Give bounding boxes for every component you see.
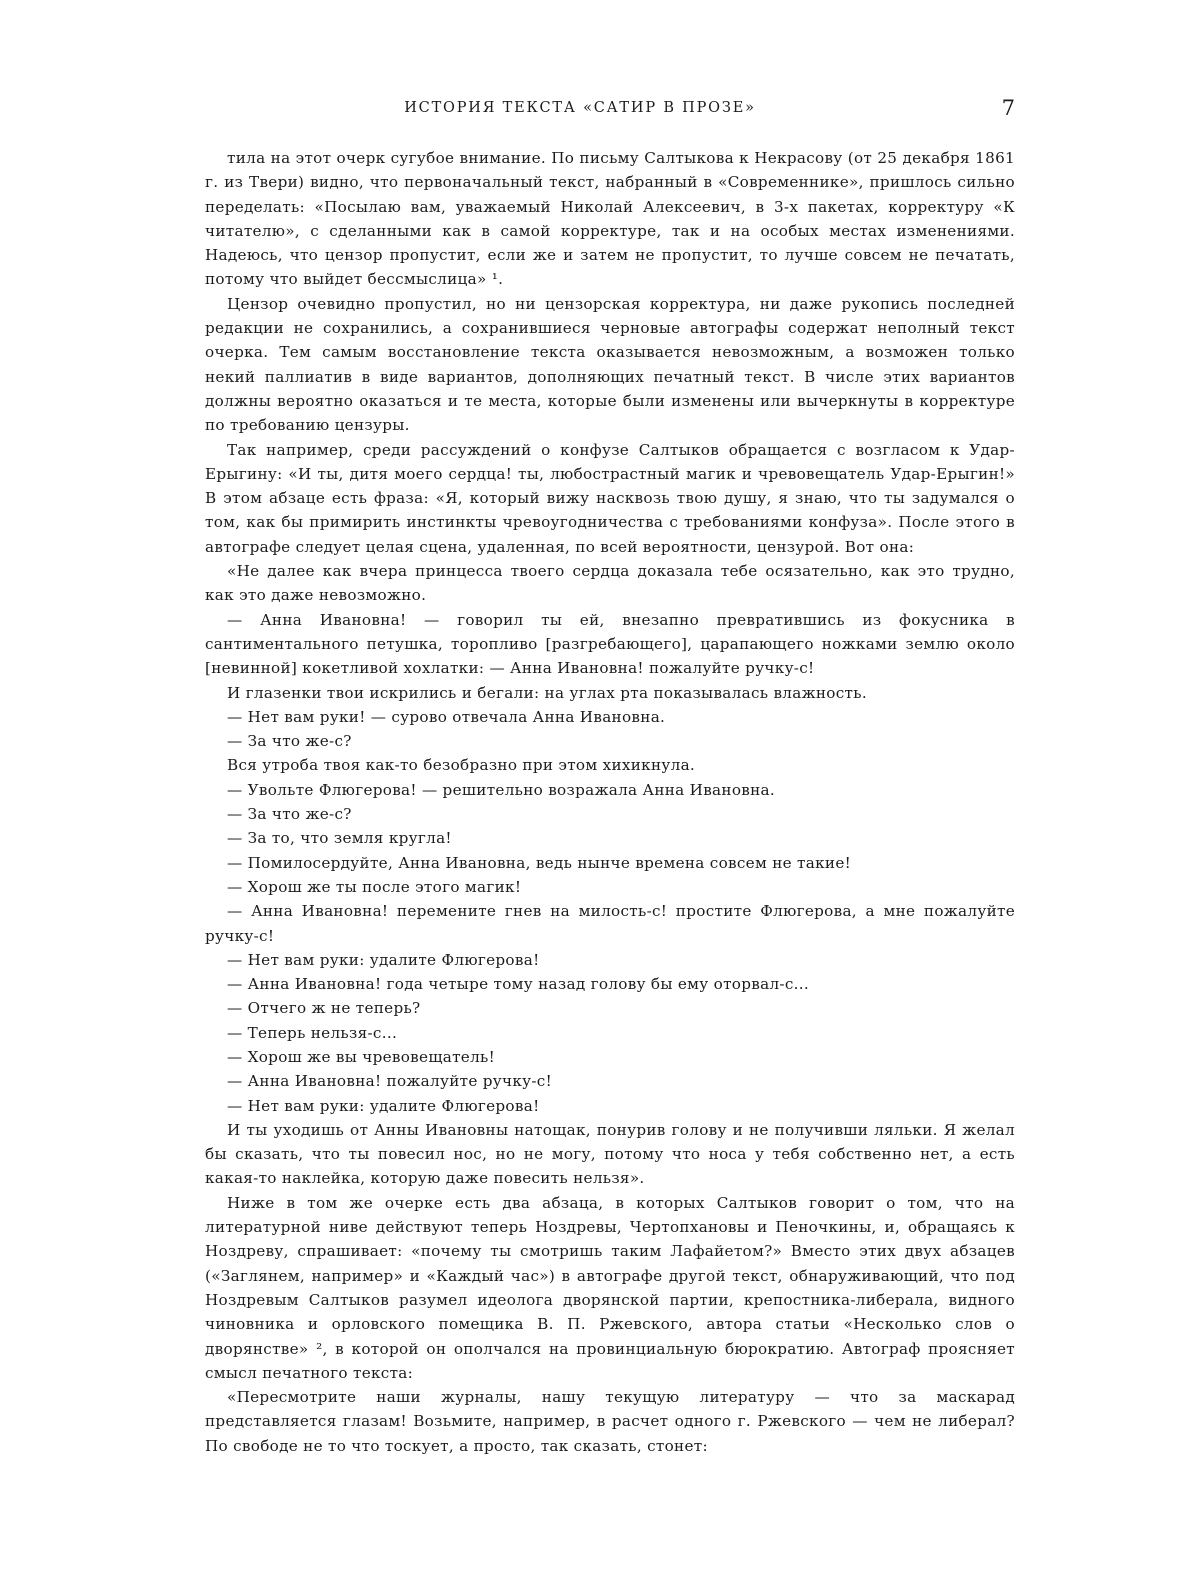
paragraph-4: «Не далее как вчера принцесса твоего сердца доказала тебе осязательно, как это трудно, как это даже невозможно. <box>205 562 1015 605</box>
dialogue-line: — Теперь нельзя-с... <box>227 1023 398 1042</box>
dialogue-line: И глазенки твои искрились и бегали: на углах рта показывалась влажность. <box>227 683 867 702</box>
paragraph-6: Ниже в том же очерке есть два абзаца, в которых Салтыков говорит о том, что на литературной ниве действуют теперь Ноздревы, Чертопхановы и Пеночкины, и, обращаясь к Ноздреву, спрашивает: «почему ты смотришь таким Лафайетом?» Вместо этих двух абзацев («Заглянем, например» и «Каждый час») в автографе другой текст, обнаруживающий, что под Ноздревым Салтыков разумел идеолога дворянской партии, крепостника-либерала, видного чиновника и орловского помещика В. П. Ржевского, автора статьи «Несколько слов о дворянстве» ², в которой он ополчался на провинциальную бюрократию. Автограф проясняет смысл печатного текста: <box>205 1193 1015 1382</box>
dialogue-line: — Нет вам руки: удалите Флюгерова! <box>227 950 540 969</box>
dialogue-line: — Анна Ивановна! перемените гнев на милость-с! простите Флюгерова, а мне пожалуйте ручку-с! <box>205 902 1015 945</box>
dialogue-line: — Анна Ивановна! пожалуйте ручку-с! <box>227 1072 553 1091</box>
dialogue-line: — За что же-с? <box>227 805 352 824</box>
dialogue-line: — Отчего ж не теперь? <box>227 999 421 1018</box>
dialogue-line: — Хорош же ты после этого магик! <box>227 877 522 896</box>
dialogue-line: — Хорош же вы чревовещатель! <box>227 1047 496 1066</box>
dialogue-line: — Анна Ивановна! года четыре тому назад голову бы ему оторвал-с... <box>227 975 810 994</box>
paragraph-3: Так например, среди рассуждений о конфузе Салтыков обращается с возгласом к Удар-Ерыгину: «И ты, дитя моего сердца! ты, любострастный магик и чревовещатель Удар-Ерыгин!» В этом абзаце есть фраза: «Я, который вижу насквозь твою душу, я знаю, что ты задумался о том, как бы примирить инстинкты чревоугодничества с требованиями конфуза». После этого в автографе следует целая сцена, удаленная, по всей вероятности, цензурой. Вот она: <box>205 440 1015 556</box>
paragraph-2: Цензор очевидно пропустил, но ни цензорская корректура, ни даже рукопись последней редакции не сохранились, а сохранившиеся черновые автографы содержат неполный текст очерка. Тем самым восстановление текста оказывается невозможным, а возможен только некий паллиатив в виде вариантов, дополняющих печатный текст. В числе этих вариантов должны вероятно оказаться и те места, которые были изменены или вычеркнуты в корректуре по требованию цензуры. <box>205 294 1015 435</box>
dialogue-line: — Нет вам руки: удалите Флюгерова! <box>227 1096 540 1115</box>
running-head-title: ИСТОРИЯ ТЕКСТА «САТИР В ПРОЗЕ» <box>404 100 756 116</box>
dialogue-line: Вся утроба твоя как-то безобразно при этом хихикнула. <box>227 756 696 775</box>
paragraph-1: тила на этот очерк сугубое внимание. По письму Салтыкова к Некрасову (от 25 декабря 1861 г. из Твери) видно, что первоначальный текст, набранный в «Современнике», пришлось сильно переделать: «Посылаю вам, уважаемый Николай Алексеевич, в 3-х пакетах, корректуру «К читателю», с сделанными как в самой корректуре, так и на особых местах изменениями. Надеюсь, что цензор пропустит, если же и затем не пропустит, то лучше совсем не печатать, потому что выйдет бессмыслица» ¹. <box>205 149 1015 289</box>
running-head <box>205 96 1015 126</box>
page-number: 7 <box>1001 96 1015 120</box>
dialogue-line: — За что же-с? <box>227 732 352 751</box>
page-body <box>205 146 1015 1458</box>
dialogue-line: — Анна Ивановна! — говорил ты ей, внезапно превратившись из фокусника в сантиментального петушка, торопливо [разгребающего], царапающего ножками землю около [невинной] кокетливой хохлатки: — Анна Ивановна! пожалуйте ручку-с! <box>205 610 1015 678</box>
dialogue-line: — Нет вам руки! — сурово отвечала Анна Ивановна. <box>227 707 666 726</box>
dialogue-line: — За то, что земля кругла! <box>227 829 452 848</box>
dialogue-line: — Помилосердуйте, Анна Ивановна, ведь нынче времена совсем не такие! <box>227 853 852 872</box>
dialogue-line: — Увольте Флюгерова! — решительно возражала Анна Ивановна. <box>227 780 776 799</box>
paragraph-5: И ты уходишь от Анны Ивановны натощак, понурив голову и не получивши ляльки. Я желал бы сказать, что ты повесил нос, но не могу, потому что носа у тебя собственно нет, а есть какая-то наклейка, которую даже повесить нельзя». <box>205 1120 1015 1188</box>
paragraph-7: «Пересмотрите наши журналы, нашу текущую литературу — что за маскарад представляется глазам! Возьмите, например, в расчет одного г. Ржевского — чем не либерал? По свободе не то что тоскует, а просто, так сказать, стонет: <box>205 1388 1015 1455</box>
